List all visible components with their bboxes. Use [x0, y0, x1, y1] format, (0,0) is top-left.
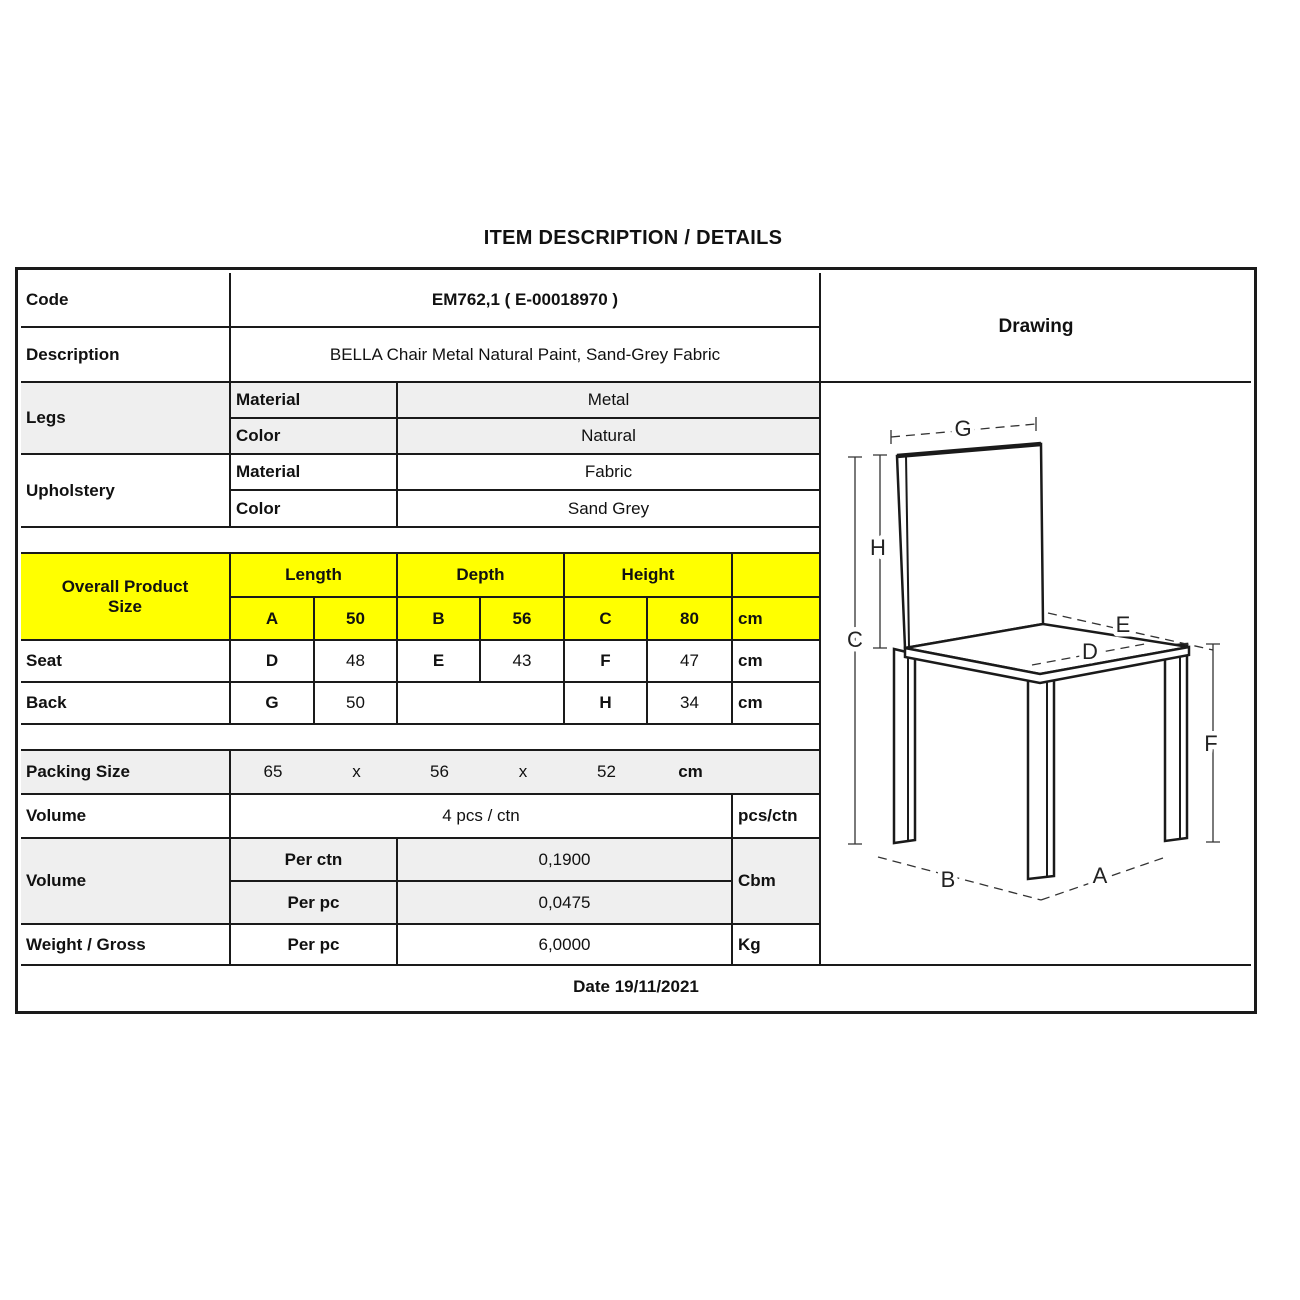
weight-per-pc-label: Per pc — [231, 925, 398, 966]
back-unit: cm — [733, 683, 821, 725]
back-length-key: G — [231, 683, 315, 725]
seat-length-value: 48 — [315, 641, 398, 683]
back-height-value: 34 — [648, 683, 733, 725]
upholstery-label: Upholstery — [21, 455, 231, 528]
weight-label: Weight / Gross — [21, 925, 231, 966]
back-depth-empty — [398, 683, 565, 725]
overall-size-label: Overall Product Size — [21, 554, 231, 641]
upholstery-color-value: Sand Grey — [398, 491, 821, 528]
chair-drawing — [821, 382, 1251, 965]
per-pc-value: 0,0475 — [398, 882, 733, 925]
seat-depth-value: 43 — [481, 641, 565, 683]
overall-length-value: 50 — [315, 598, 398, 641]
volume-pcs-unit: pcs/ctn — [733, 795, 821, 839]
per-ctn-value: 0,1900 — [398, 839, 733, 882]
chair-backrest — [897, 444, 1043, 648]
back-length-value: 50 — [315, 683, 398, 725]
packing-length: 65 — [263, 762, 283, 782]
upholstery-material-label: Material — [231, 455, 398, 491]
height-header: Height — [565, 554, 733, 598]
legs-material-label: Material — [231, 383, 398, 419]
overall-height-key: C — [565, 598, 648, 641]
weight-unit: Kg — [733, 925, 821, 966]
legs-color-value: Natural — [398, 419, 821, 455]
spacer-row-2 — [21, 725, 821, 751]
volume-cbm-unit: Cbm — [733, 839, 821, 925]
packing-height: 52 — [597, 762, 616, 782]
volume-pcs-value: 4 pcs / ctn — [231, 795, 733, 839]
upholstery-material-value: Fabric — [398, 455, 821, 491]
size-header-unit-spacer — [733, 554, 821, 598]
page-title: ITEM DESCRIPTION / DETAILS — [483, 227, 783, 249]
back-label: Back — [21, 683, 231, 725]
overall-length-key: A — [231, 598, 315, 641]
description-label: Description — [21, 328, 231, 383]
dim-label-d: D — [1082, 639, 1098, 664]
packing-sep-1: x — [352, 762, 361, 782]
date-row: Date 19/11/2021 — [573, 977, 699, 997]
seat-height-value: 47 — [648, 641, 733, 683]
overall-height-value: 80 — [648, 598, 733, 641]
seat-label: Seat — [21, 641, 231, 683]
overall-unit: cm — [733, 598, 821, 641]
description-value: BELLA Chair Metal Natural Paint, Sand-Grey Fabric — [231, 328, 821, 383]
seat-depth-key: E — [398, 641, 481, 683]
code-label: Code — [21, 273, 231, 328]
dim-label-f: F — [1204, 731, 1218, 756]
dim-label-g: G — [954, 416, 972, 441]
packing-depth: 56 — [430, 762, 449, 782]
per-ctn-label: Per ctn — [231, 839, 398, 882]
seat-length-key: D — [231, 641, 315, 683]
legs-color-label: Color — [231, 419, 398, 455]
spacer-row-1 — [21, 528, 821, 554]
per-pc-label: Per pc — [231, 882, 398, 925]
dim-label-h: H — [870, 535, 886, 560]
volume-cbm-label: Volume — [21, 839, 231, 925]
legs-label: Legs — [21, 383, 231, 455]
packing-sep-2: x — [518, 762, 528, 782]
dim-label-e: E — [1115, 612, 1131, 637]
length-header: Length — [231, 554, 398, 598]
volume-pcs-label: Volume — [21, 795, 231, 839]
overall-depth-key: B — [398, 598, 481, 641]
dim-label-c: C — [847, 627, 863, 652]
overall-depth-value: 56 — [481, 598, 565, 641]
packing-unit: cm — [678, 762, 703, 782]
drawing-title: Drawing — [821, 273, 1251, 383]
packing-value — [231, 751, 821, 795]
dim-label-b: B — [940, 867, 956, 892]
drawing-area — [821, 383, 1251, 966]
legs-material-value: Metal — [398, 383, 821, 419]
seat-height-key: F — [565, 641, 648, 683]
seat-unit: cm — [733, 641, 821, 683]
upholstery-color-label: Color — [231, 491, 398, 528]
code-value: EM762,1 ( E-00018970 ) — [231, 273, 821, 328]
back-height-key: H — [565, 683, 648, 725]
depth-header: Depth — [398, 554, 565, 598]
packing-label: Packing Size — [21, 751, 231, 795]
weight-value: 6,0000 — [398, 925, 733, 966]
dim-label-a: A — [1092, 863, 1108, 888]
spec-table — [15, 267, 1257, 1014]
